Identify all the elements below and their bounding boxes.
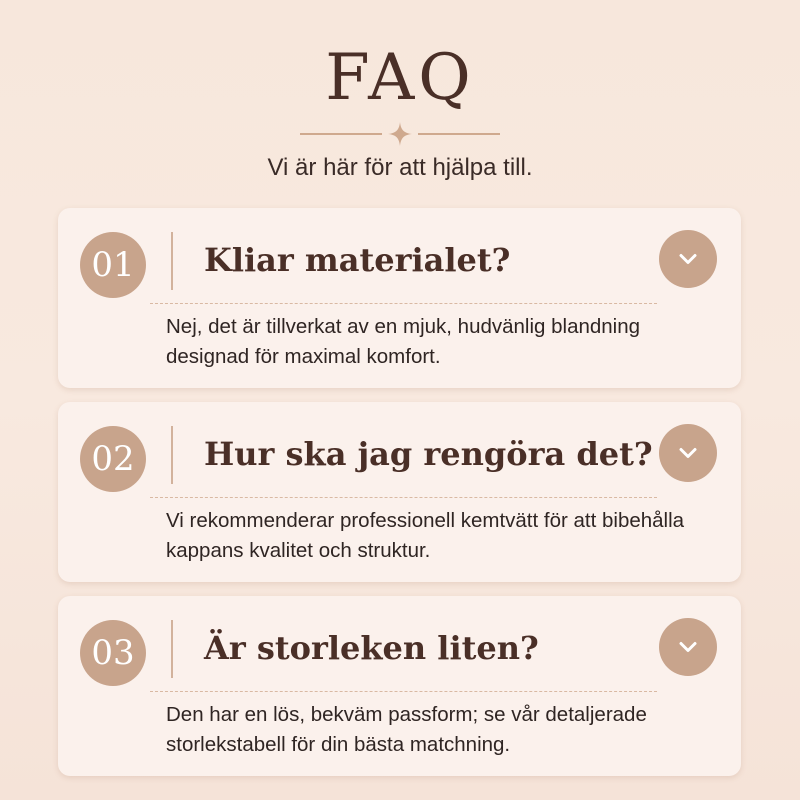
chevron-down-icon: [675, 634, 701, 660]
title-divider: [300, 120, 500, 148]
vertical-separator: [171, 426, 173, 484]
faq-answer: Vi rekommenderar professionell kemtvätt för att bibehålla kappans kvalitet och struktur.: [166, 509, 685, 562]
page-title: FAQ: [325, 41, 475, 115]
vertical-separator: [171, 620, 173, 678]
dashed-divider: [150, 497, 657, 498]
faq-header: [0, 0, 800, 200]
faq-answer: Den har en lös, bekväm passform; se vår detaljerade storlekstabell för din bästa matchning.: [166, 703, 647, 756]
faq-item-1[interactable]: [58, 208, 741, 388]
expand-toggle-button[interactable]: [659, 230, 717, 288]
expand-toggle-button[interactable]: [659, 424, 717, 482]
faq-question[interactable]: Kliar materialet?: [204, 241, 511, 279]
dashed-divider: [150, 691, 657, 692]
faq-item-3[interactable]: [58, 596, 741, 776]
faq-answer: Nej, det är tillverkat av en mjuk, hudvänlig blandning designad för maximal komfort.: [166, 315, 641, 368]
faq-number-badge: 02: [80, 426, 146, 492]
divider-line-left: [300, 133, 382, 135]
page-subtitle: Vi är här för att hjälpa till.: [267, 154, 533, 181]
vertical-separator: [171, 232, 173, 290]
divider-line-right: [418, 133, 500, 135]
chevron-down-icon: [675, 246, 701, 272]
faq-question[interactable]: Är storleken liten?: [204, 629, 539, 667]
dashed-divider: [150, 303, 657, 304]
chevron-down-icon: [675, 440, 701, 466]
faq-number-badge: 01: [80, 232, 146, 298]
faq-question[interactable]: Hur ska jag rengöra det?: [204, 435, 653, 473]
faq-number-badge: 03: [80, 620, 146, 686]
expand-toggle-button[interactable]: [659, 618, 717, 676]
faq-item-2[interactable]: [58, 402, 741, 582]
sparkle-icon: [388, 122, 412, 146]
